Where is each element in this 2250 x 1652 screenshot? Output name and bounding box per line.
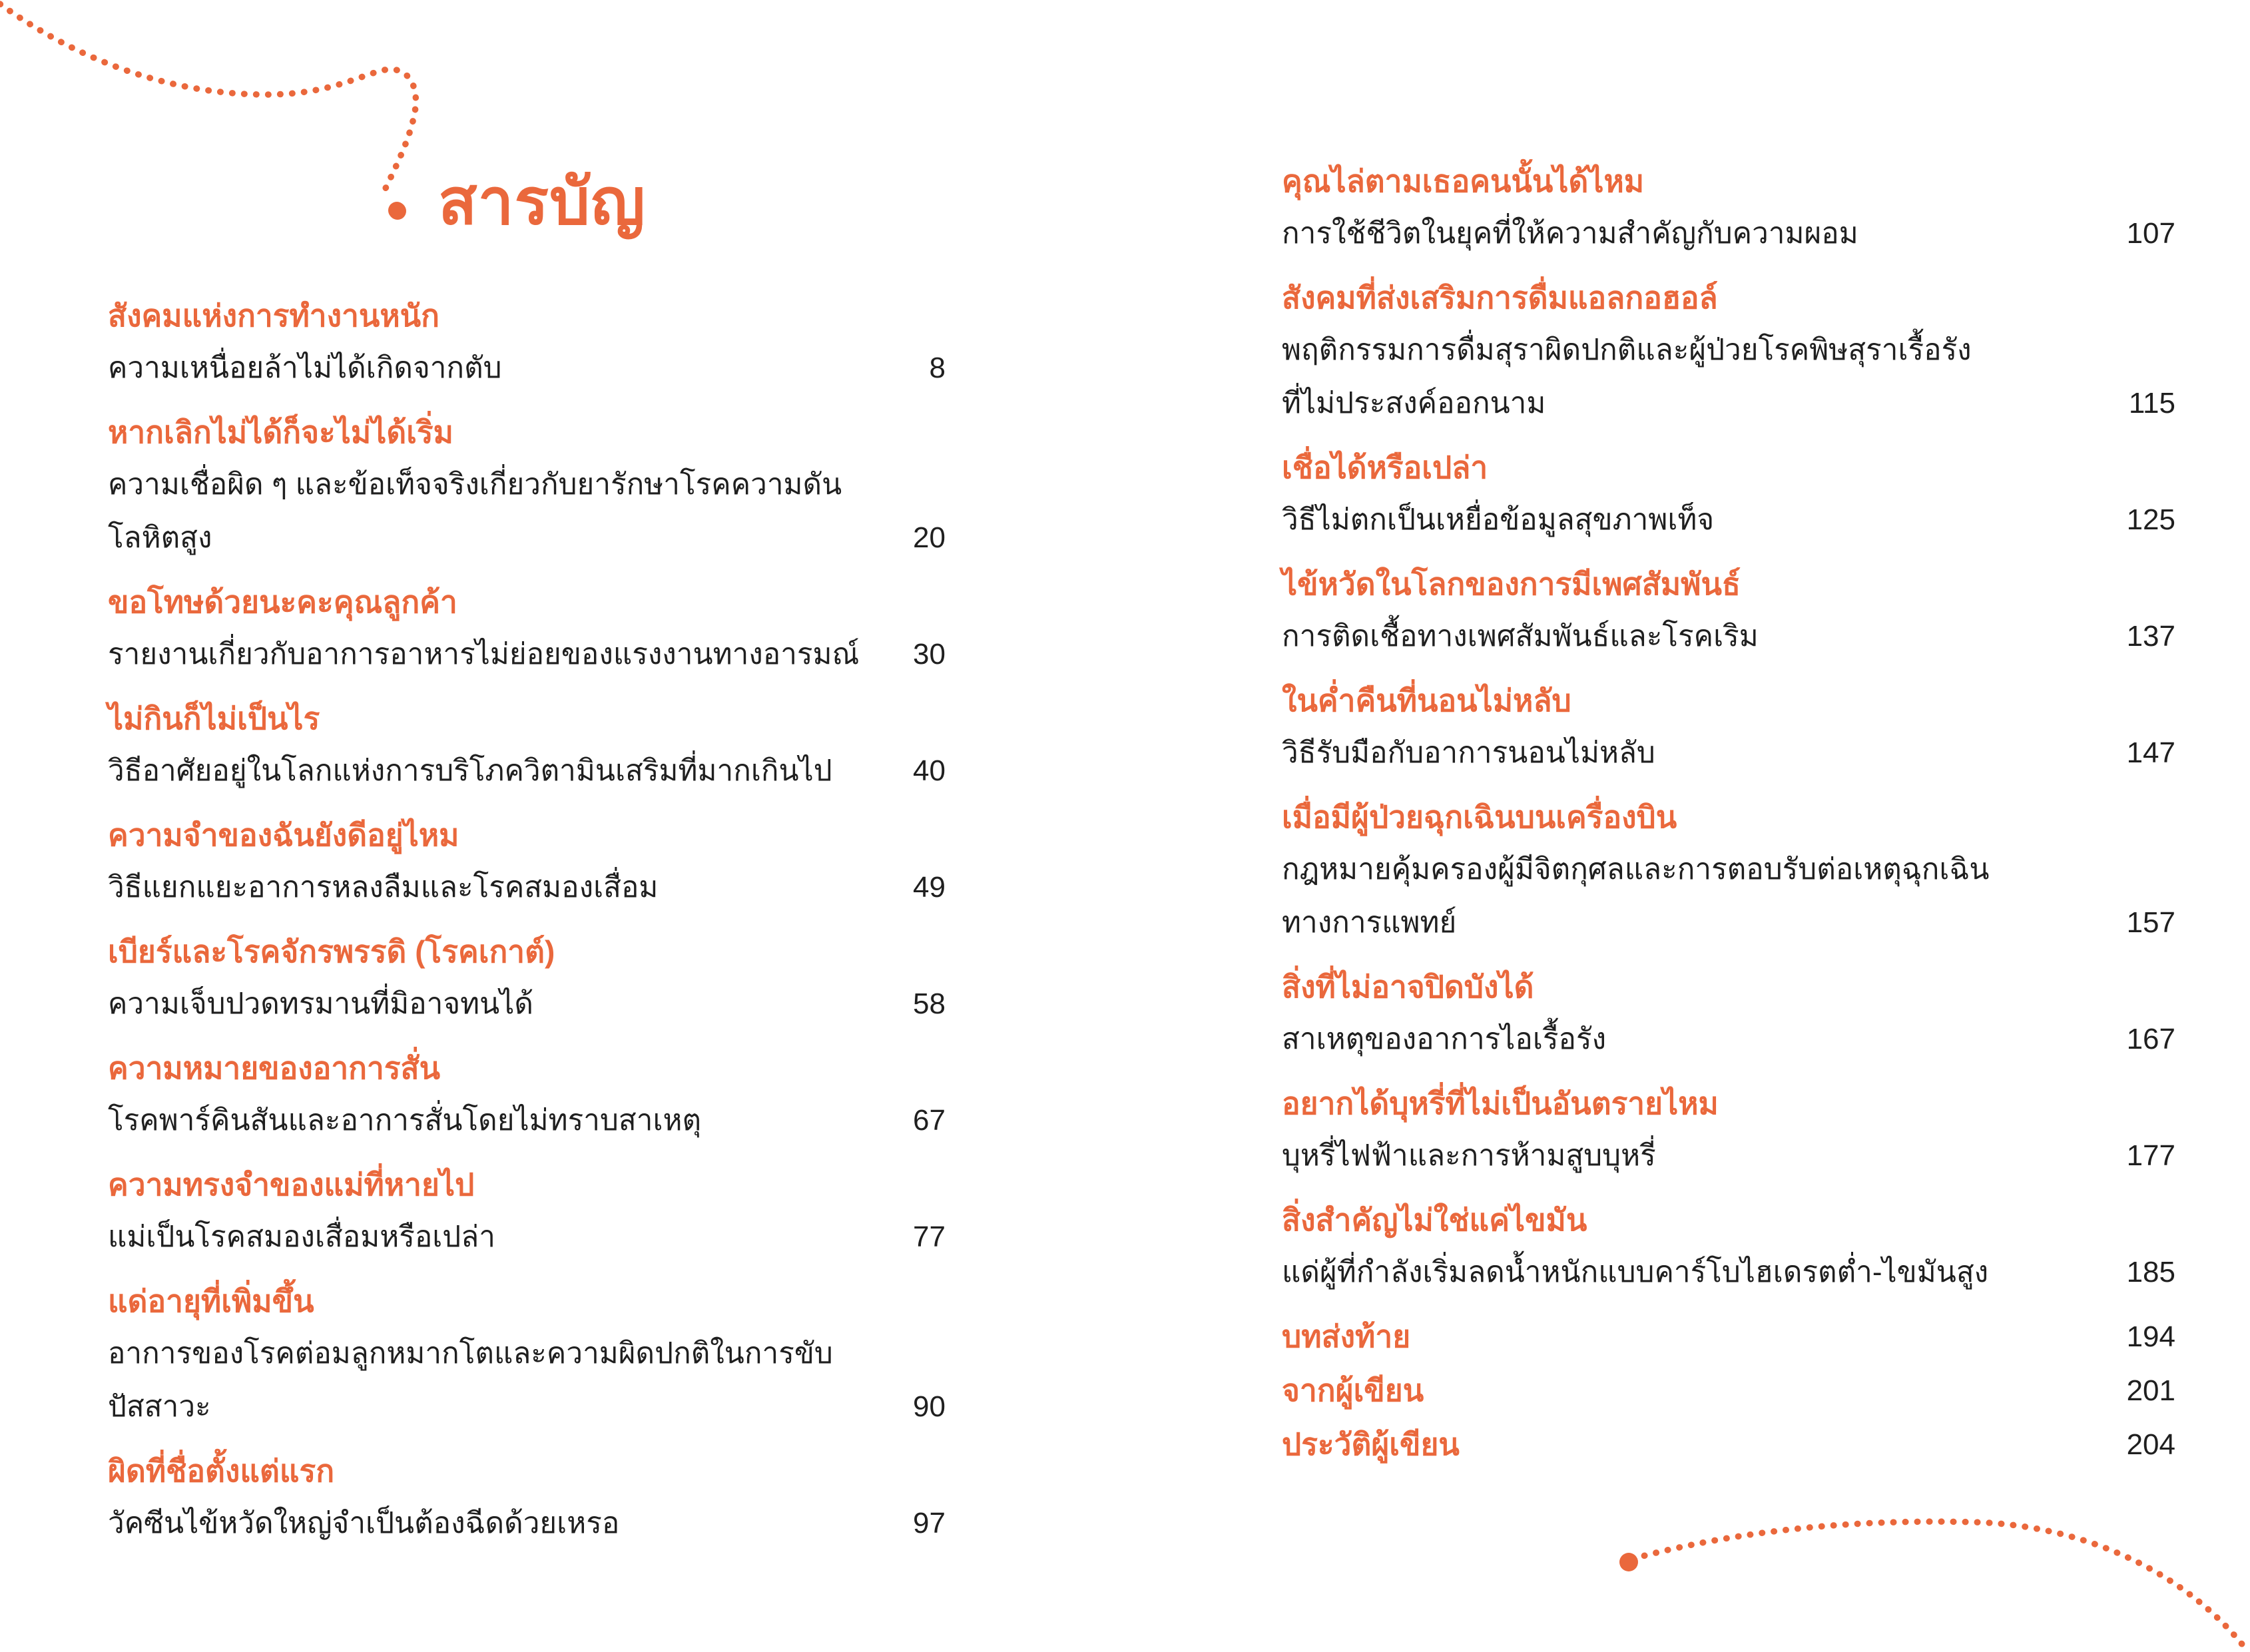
toc-entry [108,700,946,798]
chapter-page-number: 125 [2126,503,2175,536]
toc-entry [1282,565,2175,663]
chapter-subtitle: รายงานเกี่ยวกับอาการอาหารไม่ย่อยของแรงงานทางอารมณ์ [108,638,860,671]
toc-entry [108,933,946,1031]
chapter-subtitle: วิธีไม่ตกเป็นเหยื่อข้อมูลสุขภาพเท็จ [1282,503,1715,536]
chapter-page-number: 77 [913,1221,946,1253]
chapter-page-number: 115 [2128,387,2175,419]
chapter-subtitle: วัคซีนไข้หวัดใหญ่จำเป็นต้องฉีดด้วยเหรอ [108,1507,620,1539]
chapter-title: เมื่อมีผู้ป่วยฉุกเฉินบนเครื่องบิน [1282,800,1677,834]
toc-entry [108,583,946,681]
title-bullet-dot-icon [388,202,406,219]
chapter-page-number: 137 [2126,620,2175,653]
toc-entry [108,1049,946,1147]
chapter-subtitle: กฎหมายคุ้มครองผู้มีจิตกุศลและการตอบรับต่อเหตุฉุกเฉิน ทางการแพทย์ [1282,853,1990,939]
chapter-title: สังคมแห่งการทำงานหนัก [108,298,439,333]
toc-entry [108,1166,946,1264]
chapter-page-number: 204 [2126,1428,2175,1461]
chapter-title: จากผู้เขียน [1282,1373,1424,1408]
chapter-title: หากเลิกไม่ได้ก็จะไม่ได้เริ่ม [108,415,453,449]
toc-entry [108,1452,946,1550]
toc-entry [108,297,946,395]
chapter-title: ไข้หวัดในโลกของการมีเพศสัมพันธ์ [1282,567,1741,601]
chapter-title: สิ่งที่ไม่อาจปิดบังได้ [1282,969,1534,1004]
chapter-subtitle: การติดเชื้อทางเพศสัมพันธ์และโรคเริม [1282,620,1759,653]
toc-entry-author-bio [1282,1426,2175,1464]
chapter-page-number: 58 [913,987,946,1020]
toc-back-matter [1282,1318,2175,1464]
toc-entry [1282,1201,2175,1299]
chapter-page-number: 107 [2126,217,2175,250]
toc-entry [108,816,946,914]
chapter-page-number: 201 [2126,1374,2175,1407]
toc-entry [1282,162,2175,260]
chapter-page-number: 20 [913,521,946,554]
chapter-page-number: 185 [2126,1256,2175,1288]
curve-start-dot-icon [1619,1553,1638,1571]
chapter-subtitle: สาเหตุของอาการไอเรื้อรัง [1282,1023,1607,1055]
dotted-curve-top-left-icon [0,4,416,198]
chapter-subtitle: ความเจ็บปวดทรมานที่มิอาจทนได้ [108,987,533,1020]
toc-entry [1282,1085,2175,1183]
toc-entry [108,1282,946,1434]
chapter-page-number: 194 [2126,1320,2175,1353]
chapter-page-number: 49 [913,871,946,904]
chapter-page-number: 167 [2126,1023,2175,1055]
chapter-title: แด่อายุที่เพิ่มขึ้น [108,1284,314,1318]
chapter-title: ไม่กินก็ไม่เป็นไร [108,701,320,736]
chapter-page-number: 157 [2126,906,2175,939]
dotted-curve-bottom-right-icon [1633,1521,2247,1650]
chapter-subtitle: อาการของโรคต่อมลูกหมากโตและความผิดปกติในการขับปัสสาวะ [108,1337,833,1423]
chapter-subtitle: โรคพาร์คินสันและอาการสั่นโดยไม่ทราบสาเหตุ [108,1104,702,1137]
chapter-title: ความหมายของอาการสั่น [108,1051,441,1085]
chapter-title: สิ่งสำคัญไม่ใช่แค่ไขมัน [1282,1203,1587,1237]
chapter-subtitle: วิธีแยกแยะอาการหลงลืมและโรคสมองเสื่อม [108,871,659,904]
toc-entry [1282,682,2175,780]
toc-entry [1282,449,2175,547]
chapter-title: ความทรงจำของแม่ที่หายไป [108,1167,475,1202]
chapter-page-number: 90 [913,1390,946,1423]
chapter-page-number: 30 [913,638,946,671]
chapter-page-number: 147 [2126,736,2175,769]
chapter-title: เบียร์และโรคจักรพรรดิ (โรคเกาต์) [108,934,555,969]
chapter-title: ขอโทษด้วยนะคะคุณลูกค้า [108,585,457,619]
chapter-subtitle: แม่เป็นโรคสมองเสื่อมหรือเปล่า [108,1221,495,1253]
chapter-subtitle: แด่ผู้ที่กำลังเริ่มลดน้ำหนักแบบคาร์โบไฮเดรตต่ำ-ไขมันสูง [1282,1256,1989,1288]
chapter-title: สังคมที่ส่งเสริมการดื่มแอลกอฮอล์ [1282,280,1718,315]
chapter-subtitle: ความเหนื่อยล้าไม่ได้เกิดจากตับ [108,352,502,384]
chapter-title: ในค่ำคืนที่นอนไม่หลับ [1282,683,1571,718]
toc-entry [108,413,946,565]
toc-entry [1282,798,2175,950]
chapter-subtitle: บุหรี่ไฟฟ้าและการห้ามสูบบุหรี่ [1282,1139,1656,1172]
chapter-subtitle: การใช้ชีวิตในยุคที่ให้ความสำคัญกับความผอม [1282,217,1858,250]
chapter-subtitle: พฤติกรรมการดื่มสุราผิดปกติและผู้ป่วยโรคพิษสุราเรื้อรัง ที่ไม่ประสงค์ออกนาม [1282,334,1972,419]
chapter-page-number: 40 [913,754,946,787]
chapter-subtitle: ความเชื่อผิด ๆ และข้อเท็จจริงเกี่ยวกับยารักษาโรคความดันโลหิตสูง [108,468,842,554]
chapter-page-number: 67 [913,1104,946,1137]
toc-entry-from-author [1282,1372,2175,1410]
toc-column-right [1282,162,2175,1480]
chapter-page-number: 97 [913,1507,946,1539]
toc-entry [1282,968,2175,1066]
toc-entry-epilogue [1282,1318,2175,1356]
chapter-page-number: 8 [929,352,946,384]
toc-entry [1282,279,2175,430]
page-title: สารบัญ [438,166,646,238]
chapter-title: อยากได้บุหรี่ที่ไม่เป็นอันตรายไหม [1282,1086,1719,1121]
chapter-title: ความจำของฉันยังดีอยู่ไหม [108,818,459,852]
chapter-title: เชื่อได้หรือเปล่า [1282,450,1488,485]
chapter-title: บทส่งท้าย [1282,1319,1411,1354]
toc-column-left [108,297,946,1569]
chapter-title: ประวัติผู้เขียน [1282,1427,1460,1462]
chapter-subtitle: วิธีอาศัยอยู่ในโลกแห่งการบริโภควิตามินเสริมที่มากเกินไป [108,754,832,787]
chapter-subtitle: วิธีรับมือกับอาการนอนไม่หลับ [1282,736,1655,769]
chapter-page-number: 177 [2126,1139,2175,1172]
chapter-title: ผิดที่ชื่อตั้งแต่แรก [108,1454,335,1488]
chapter-title: คุณไล่ตามเธอคนนั้นได้ไหม [1282,164,1645,198]
